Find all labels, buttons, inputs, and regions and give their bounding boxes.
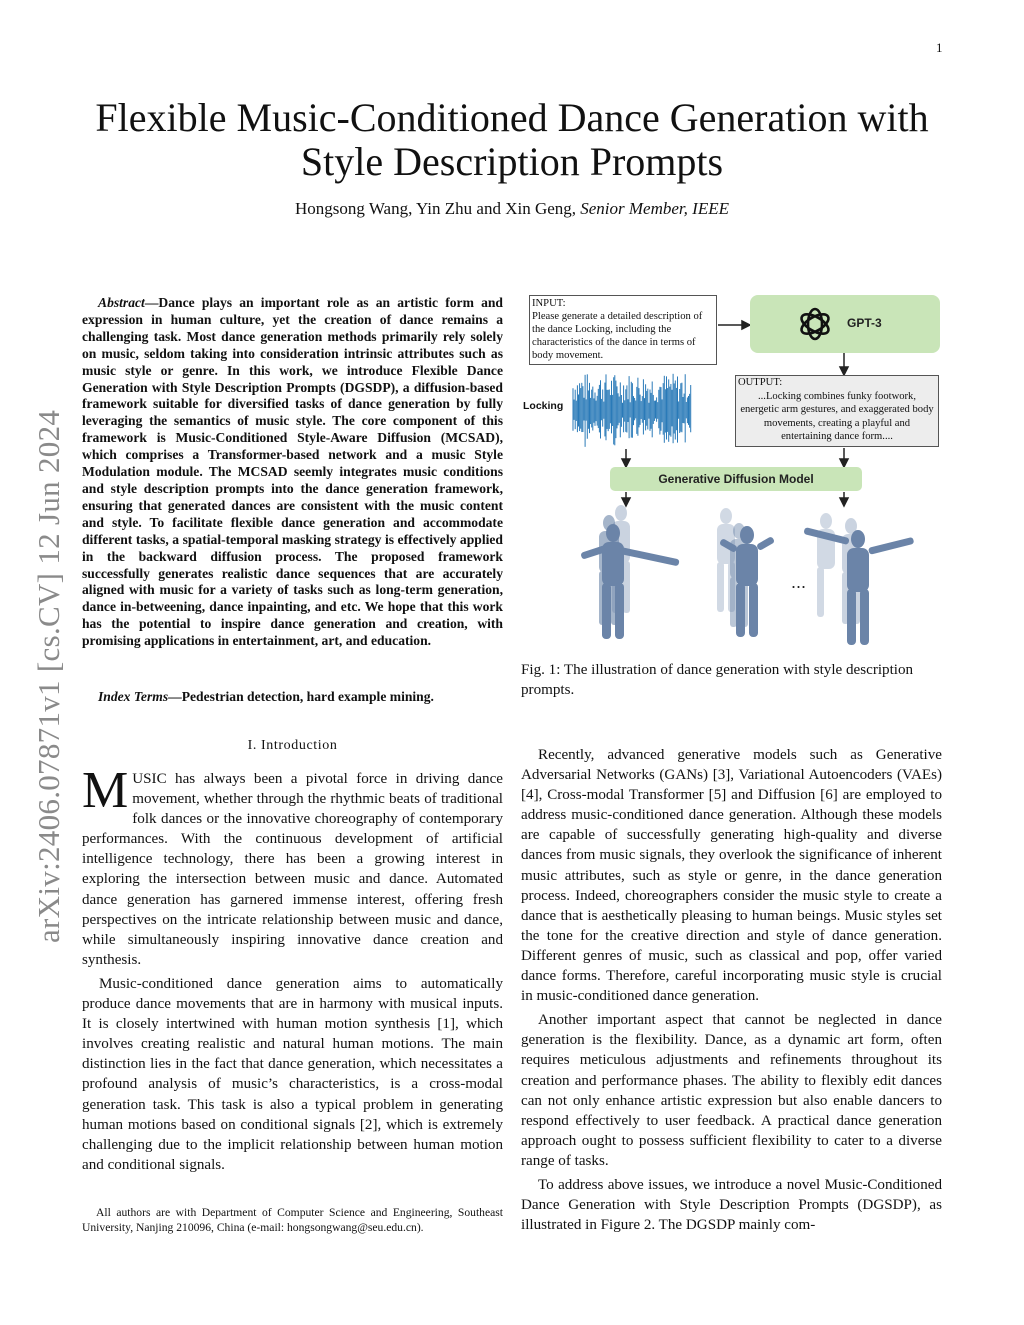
locking-label: Locking [523,400,564,412]
figure-1 [521,293,946,653]
abstract [82,295,503,650]
intro-paragraph-1-text: USIC has always been a pivotal force in driving dance movement, whether through the rhythmic beats of traditional folk dances or the innovative choreography of contemporary performances. With the continuous development of artificial intelligence technology, there has been a growing interest in exploring the intersection between music and dance. Automated dance generation has garnered immense interest, offering fresh perspectives on the intricate relationship between music and dance, while simultaneously inspiring innovative dance creation and synthesis. [82,771,503,968]
gpt-3-label: GPT-3 [847,316,882,330]
author-role: Senior Member, IEEE [580,199,729,218]
intro-paragraph-1 [82,762,503,970]
dancer-group-left [580,505,679,639]
intro-paragraph-4: Another important aspect that cannot be neglected in dance generation is the flexibility. Dance, as a dynamic art form, often requires meticulous adjustments and refinements throughout its creation and performance phases. The ability to flexibly edit dances can not only enhance artistic expression but also enable dancers to respond effectively to user feedback. A practical dance generation approach ought to possess sufficient flexibility to cater to a diverse range of tasks. [521,1012,942,1169]
arrow-head-output [840,367,848,375]
dancer-group-middle [717,508,835,637]
arrow-head-left [622,498,630,506]
author-names: Hongsong Wang, Yin Zhu and Xin Geng, [295,199,581,218]
input-prompt-box [529,295,717,365]
abstract-lead: Abstract [98,295,145,310]
index-terms-lead: Index Terms [98,689,169,704]
section-heading: I. Introduction [247,738,338,753]
intro-paragraph-5: To address above issues, we introduce a novel Music-Conditioned Dance Generation with Style Description Prompts (DGSDP), as illustrated in Figure 2. The DGSDP mainly com- [521,1176,942,1234]
left-column-text [82,762,503,1179]
drop-cap: M [82,762,129,819]
intro-paragraph-3: Recently, advanced generative models such as Generative Adversarial Networks (GANs) [3], Variational Autoencoders (VAEs) [4], Cross-modal Transformer [5] and Diffusion [6] are employed to address music-conditioned dance generation. Although these models are capable of successfully generating high-quality and diverse dances from music signals, they overlook the significance of inherent music attributes, such as style or genre, in the dance generation process. Indeed, choreographers consider the music style to create a dance that is aesthetically pleasing to human beings. Music styles set the tone for the creative direction and style of dance generation. Different genres of music, such as classical and pop, offer varied dance forms. Therefore, careful incorporating music style is crucial in music-conditioned dance generation. [521,747,942,1005]
affiliation-footnote: All authors are with Department of Computer Science and Engineering, Southeast University, Nanjing 210096, China (e-mail: hongsongwang@seu.edu.cn). [82,1206,503,1234]
paper-title: Flexible Music-Conditioned Dance Generation with Style Description Prompts [95,95,929,184]
arrow-head-gpt [742,321,750,329]
arrow-head-text [840,459,848,467]
ellipsis-mark: ... [791,572,807,592]
index-terms [82,688,503,705]
openai-logo-icon [796,305,834,343]
music-waveform [573,374,691,447]
figure-caption: Fig. 1: The illustration of dance generation with style description prompts. [521,662,914,698]
index-terms-text: —Pedestrian detection, hard example mining. [168,689,434,704]
arxiv-stamp: arXiv:2406.07871v1 [cs.CV] 12 Jun 2024 [31,409,66,943]
abstract-text: —Dance plays an important role as an artistic form and expression in human culture, yet the creation of dance remains a challenging task. Most dance generation methods primarily rely solely on music, seldom taking into consideration intrinsic attributes such as music style or genre. In this work, we introduce Flexible Dance Generation with Style Description Prompts (DGSDP), a diffusion-based framework suitable for diversified tasks of dance generation by fully leveraging the semantics of music style. The core component of this framework is Music-Conditioned Style-Aware Diffusion (MCSAD), which comprises a Transformer-based network and a music Style Modulation module. The MCSAD seemly integrates music conditions and style description prompts into the dance generation framework, ensuring that generated dances are consistent with the music content and style. To facilitate flexible dance generation and accommodate different tasks, a spatial-temporal masking strategy is effectively applied in the backward diffusion process. The proposed framework successfully generates realistic dance sequences that are accurately aligned with music for a variety of tasks such as long-term generation, dance in-betweening, dance inpainting, and etc. We hope that this work has the potential to inspire dance generation and creation, with promising applications in entertainment, art, and education. [82,295,503,649]
gpt-3-box [750,295,940,353]
input-text: Please generate a detailed description of the dance Locking, including the characteristics of the dance in terms of body movement. [532,311,703,361]
intro-paragraph-2: Music-conditioned dance generation aims to automatically produce dance movements that are in harmony with musical inputs. It is closely intertwined with human motion synthesis [1], which involves creating realistic and natural human motions. The main distinction lies in the fact that dance generation, which necessitates a profound analysis of music’s characteristics, is a cross-modal generation task. This task is also a typical problem in generating human motions based on conditional signals [2], which is extremely challenging due to the implicit relationship between human motion and conditional signals. [82,975,503,1173]
generative-diffusion-model-box: Generative Diffusion Model [610,467,862,491]
arrow-head-audio [622,459,630,467]
right-column-text [521,745,942,1239]
arrow-head-right [840,498,848,506]
output-head: OUTPUT: [738,377,783,388]
output-description-box [735,375,939,447]
output-text: ...Locking combines funky footwork, energetic arm gestures, and exaggerated body movements, creating a playful and entertaining dance form.... [740,390,934,443]
input-head: INPUT: [532,298,566,309]
author-line [60,199,964,219]
page-number: 1 [936,40,943,55]
